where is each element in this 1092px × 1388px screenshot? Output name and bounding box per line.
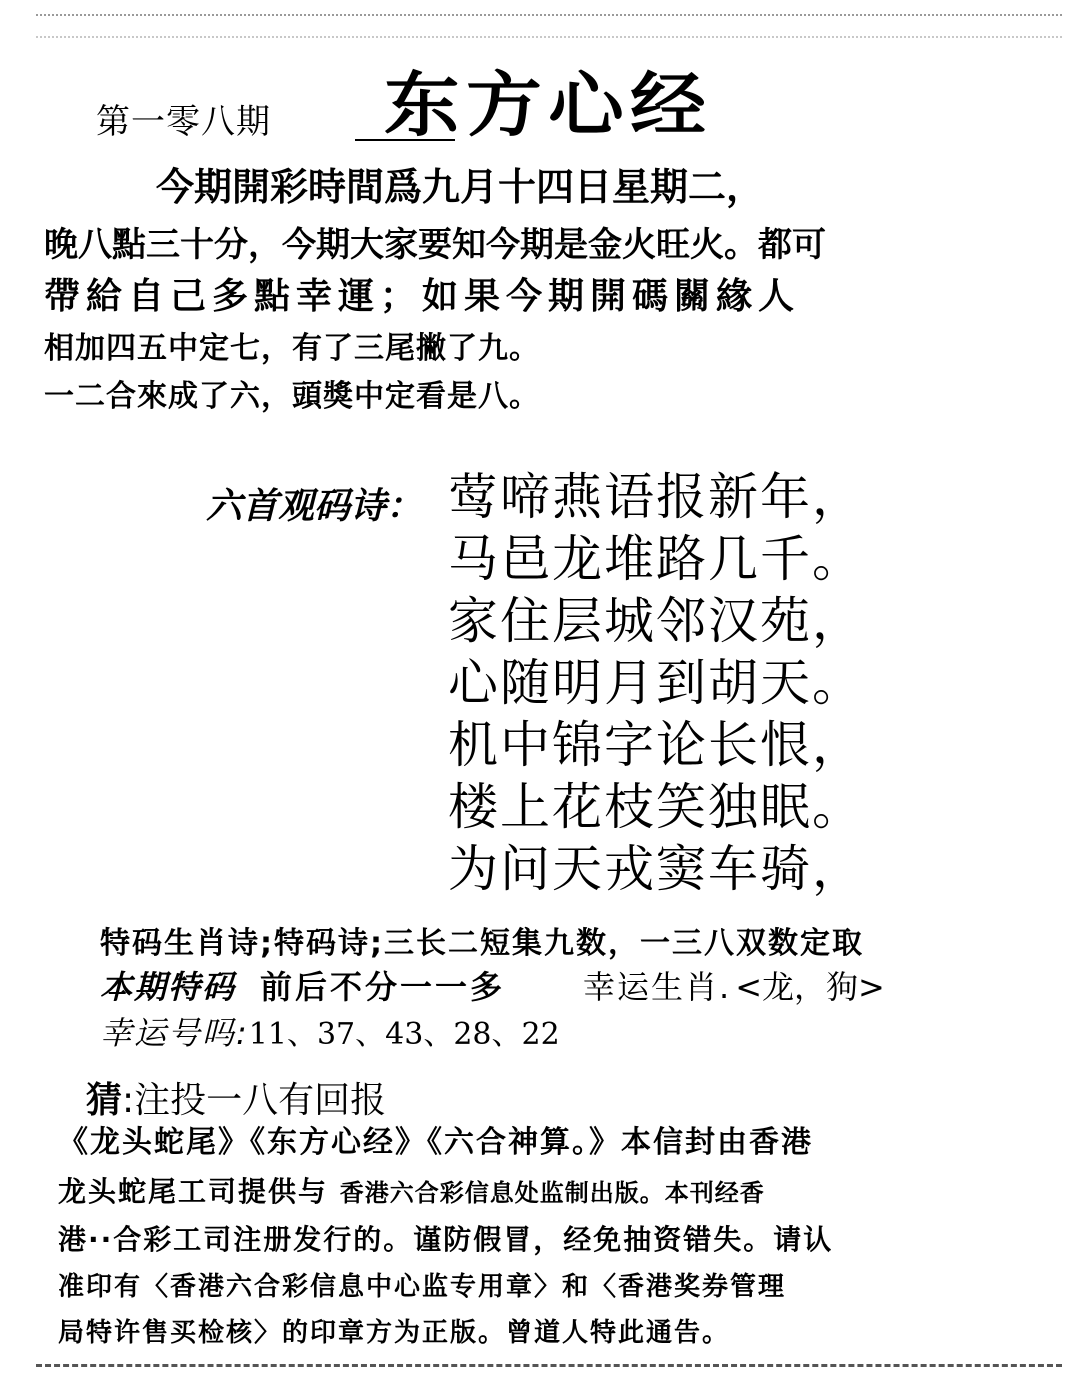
lucky-numbers-value: 11、37、43、28、22 <box>248 1017 560 1052</box>
lucky-numbers-row <box>100 1008 1080 1054</box>
poem-line: 家住层城邻汉苑， <box>448 592 864 650</box>
guess-text: :注投一八有回报 <box>122 1080 387 1121</box>
lucky-numbers-label: 幸运号吗: <box>100 1014 249 1052</box>
notice-line: 《龙头蛇尾》《东方心经》《六合神算。》本信封由香港 <box>58 1125 813 1160</box>
page-title: 东方心经 <box>384 64 713 146</box>
poem-line: 为问天戎窦车骑， <box>448 840 864 898</box>
notice-line-part: 龙头蛇尾工司提供与 <box>58 1175 329 1208</box>
top-dotted-border-faint <box>36 36 1062 38</box>
guess-label: 猜 <box>86 1080 123 1121</box>
period-special-value: 前后不分一一多 <box>260 968 506 1006</box>
guess-row <box>86 1072 386 1123</box>
notice-line: 准印有〈香港六合彩信息中心监专用章〉和〈香港奖券管理 <box>58 1272 787 1302</box>
poem-line: 楼上花枝笑独眠。 <box>448 778 864 836</box>
notice-line: 港··合彩工司注册发行的。谨防假冒，经免抽资错失。请认 <box>58 1223 834 1256</box>
intro-line: 晚八點三十分，今期大家要知今期是金火旺火。都可 <box>44 225 826 265</box>
special-code-line: 特码生肖诗;特码诗;三长二短集九数，一三八双数定取 <box>100 926 864 961</box>
poem <box>448 466 864 900</box>
intro-paragraph <box>44 164 1074 414</box>
poem-line: 机中锦字论长恨， <box>448 716 864 774</box>
poem-line: 马邑龙堆路几千。 <box>448 530 864 588</box>
top-dotted-border <box>36 14 1062 16</box>
poem-line: 莺啼燕语报新年， <box>448 468 864 526</box>
notice-line <box>58 1175 1068 1208</box>
poem-line: 心随明月到胡天。 <box>448 654 864 712</box>
lucky-zodiac-label: 幸运生肖. <box>583 968 732 1006</box>
bottom-dashed-border <box>36 1364 1062 1367</box>
intro-line: 一二合來成了六，頭獎中定看是八。 <box>44 379 540 414</box>
poem-label: 六首观码诗： <box>206 486 423 527</box>
intro-line: 帶給自己多點幸運；如果今期開碼關緣人 <box>44 275 801 317</box>
period-special-label: 本期特码 <box>100 968 237 1006</box>
period-special-row <box>100 962 1080 1008</box>
intro-line: 今期開彩時間爲九月十四日星期二， <box>156 164 765 209</box>
lucky-zodiac-value: <龙，狗> <box>735 968 885 1006</box>
notice-paragraph <box>58 1125 1068 1348</box>
notice-line: 局特许售买检核〉的印章方为正版。曾道人特此通告。 <box>58 1318 731 1348</box>
issue-number: 第一零八期 <box>96 102 271 142</box>
intro-line: 相加四五中定七，有了三尾撇了九。 <box>44 331 540 366</box>
notice-line-part: 香港六合彩信息处监制出版。本刊经香 <box>339 1179 765 1207</box>
